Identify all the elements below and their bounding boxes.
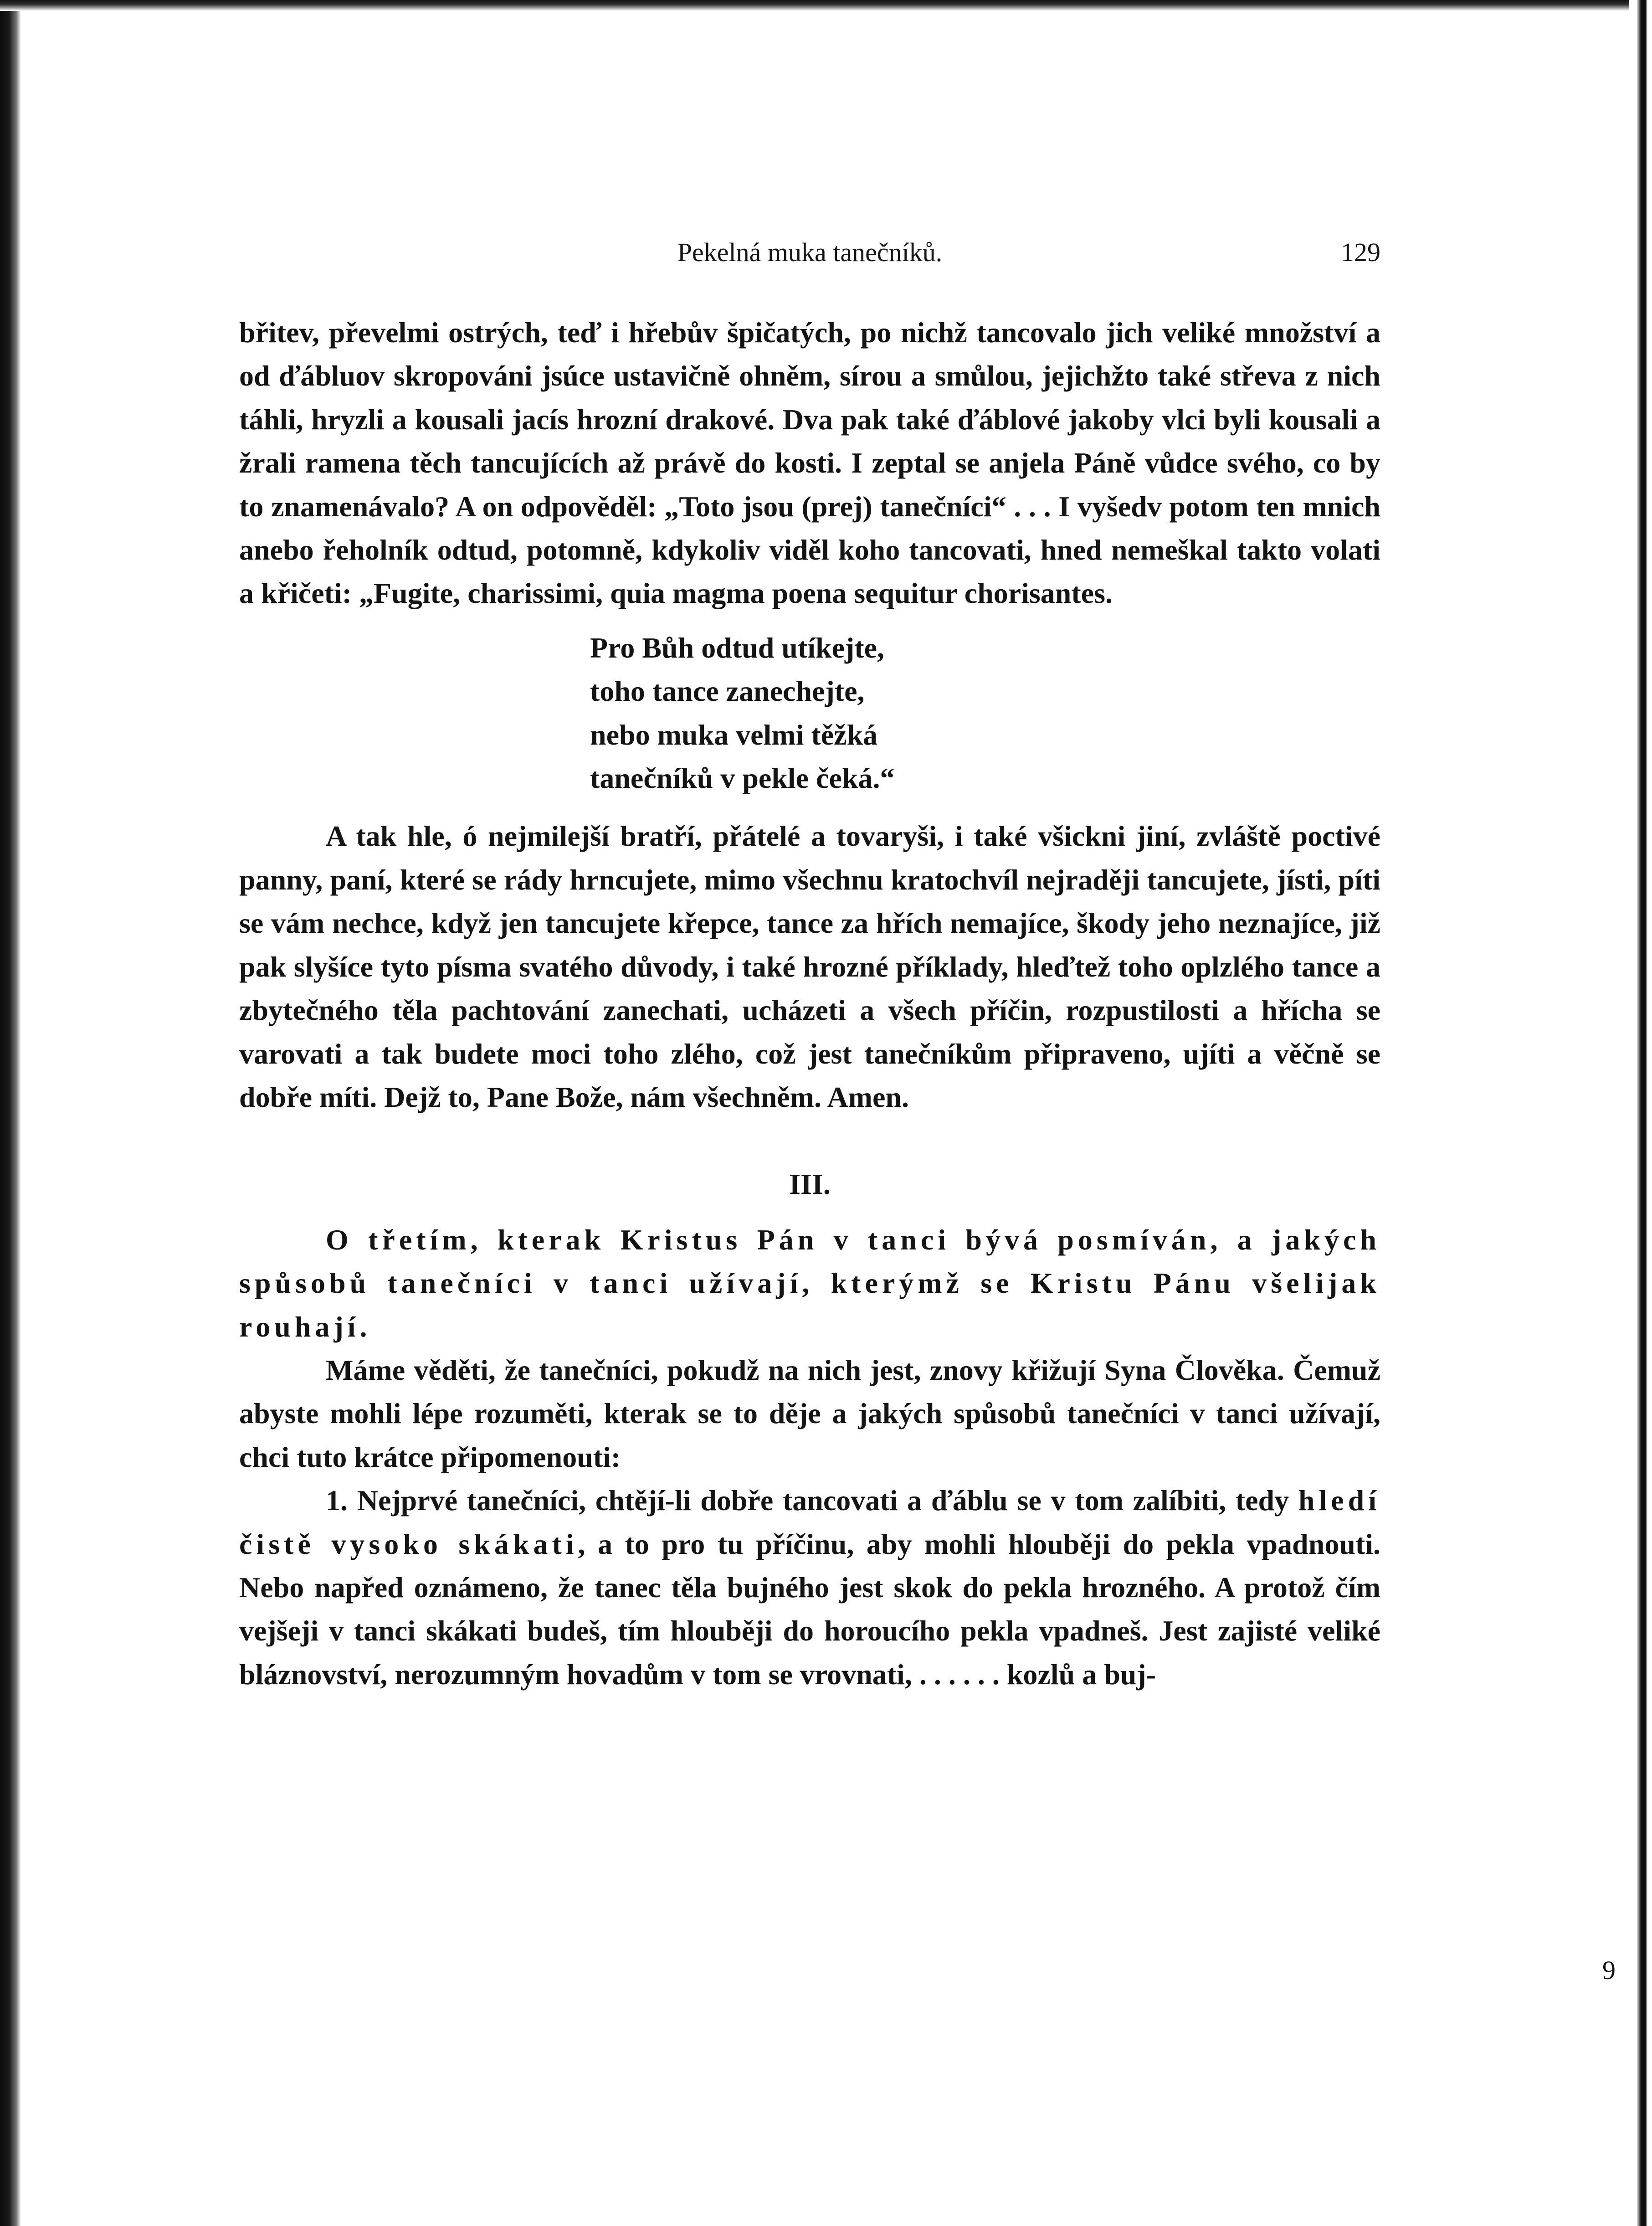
verse — [590, 626, 1380, 800]
section-title: O třetím, kterak Kristus Pán v tanci bývá posmíván, a jakých spůsobů tanečníci v tanci užívají, kterýmž se Kristu Pánu všelijak rouhají. — [239, 1223, 1380, 1343]
paragraph-4-start: 1. Nejprvé tanečníci, chtějí-li dobře tancovati a ďáblu se v tom zalíbiti, tedy — [326, 1484, 1298, 1517]
verse-line: nebo muka velmi těžká — [590, 718, 878, 751]
signature-mark: 9 — [1602, 1955, 1616, 1985]
scan-edge-right — [1629, 0, 1652, 2226]
running-head — [239, 228, 1380, 278]
paragraph-4-end: , a to pro tu příčinu, aby mohli hlouběji do pekla vpadnouti. Nebo napřed oznámeno, že tanec těla bujného jest skok do pekla hrozného. A protož čím vejšeji v tanci skákati budeš, tím hlouběji do horoucího pekla vpadneš. Jest zajisté veliké bláznovství, nerozumným hovadům v tom se vrovnati, . . . . . . kozlů a buj- — [239, 1527, 1381, 1691]
section-numeral: III. — [789, 1168, 831, 1201]
verse-line: toho tance zanechejte, — [590, 675, 865, 708]
paragraph-4-emphasis: hledí čistě vysoko skákati — [239, 1484, 1380, 1560]
running-title: Pekelná muka tanečníků. — [677, 237, 943, 267]
scan-edge-top — [0, 0, 1652, 11]
page-number: 129 — [1341, 237, 1380, 267]
book-page — [239, 228, 1380, 1696]
paragraph-1: břitev, převelmi ostrých, teď i hřebův špičatých, po nichž tancovalo jich veliké množství a od ďábluov skropováni jsúce ustavičně ohněm, sírou a smůlou, jejichžto také střeva z nich táhli, hryzli a kousali jacís hrozní drakové. Dva pak také ďáblové jakoby vlci byli kousali a žrali ramena těch tancujících až právě do kosti. I zeptal se anjela Páně vůdce svého, co by to znamenávalo? A on odpověděl: „Toto jsou (prej) tanečníci“ . . . I vyšedv potom ten mnich anebo řeholník odtud, potomně, kdykoliv viděl koho tancovati, hned nemeškal takto volati a křičeti: „Fugite, charissimi, quia magma poena sequitur chorisantes. — [239, 316, 1380, 610]
scan-edge-left — [0, 0, 21, 2226]
paragraph-4 — [239, 1479, 1380, 1696]
paragraph-3: Máme věděti, že tanečníci, pokudž na nich jest, znovy křižují Syna Člověka. Čemuž abyste mohli lépe rozuměti, kterak se to děje a jakých spůsobů tanečníci v tanci užívají, chci tuto krátce připomenouti: — [239, 1353, 1380, 1473]
verse-line: tanečníků v pekle čeká.“ — [590, 762, 895, 795]
verse-line: Pro Bůh odtud utíkejte, — [590, 631, 885, 664]
paragraph-2: A tak hle, ó nejmilejší bratří, přátelé a tovaryši, i také všickni jiní, zvláště poctivé panny, paní, které se rády hrncujete, mimo všechnu kratochvíl nejraději tancujete, jísti, píti se vám nechce, když jen tancujete křepce, tance za hřích nemajíce, škody jeho neznajíce, již pak slyšíce tyto písma svatého důvody, i také hrozné příklady, hleďtež toho oplzlého tance a zbytečného těla pachtování zanechati, ucházeti a všech příčin, rozpustilosti a hřícha se varovati a tak budete moci toho zlého, což jest tanečníkům připraveno, ujíti a věčně se dobře míti. Dejž to, Pane Bože, nám všechněm. Amen. — [239, 820, 1380, 1113]
